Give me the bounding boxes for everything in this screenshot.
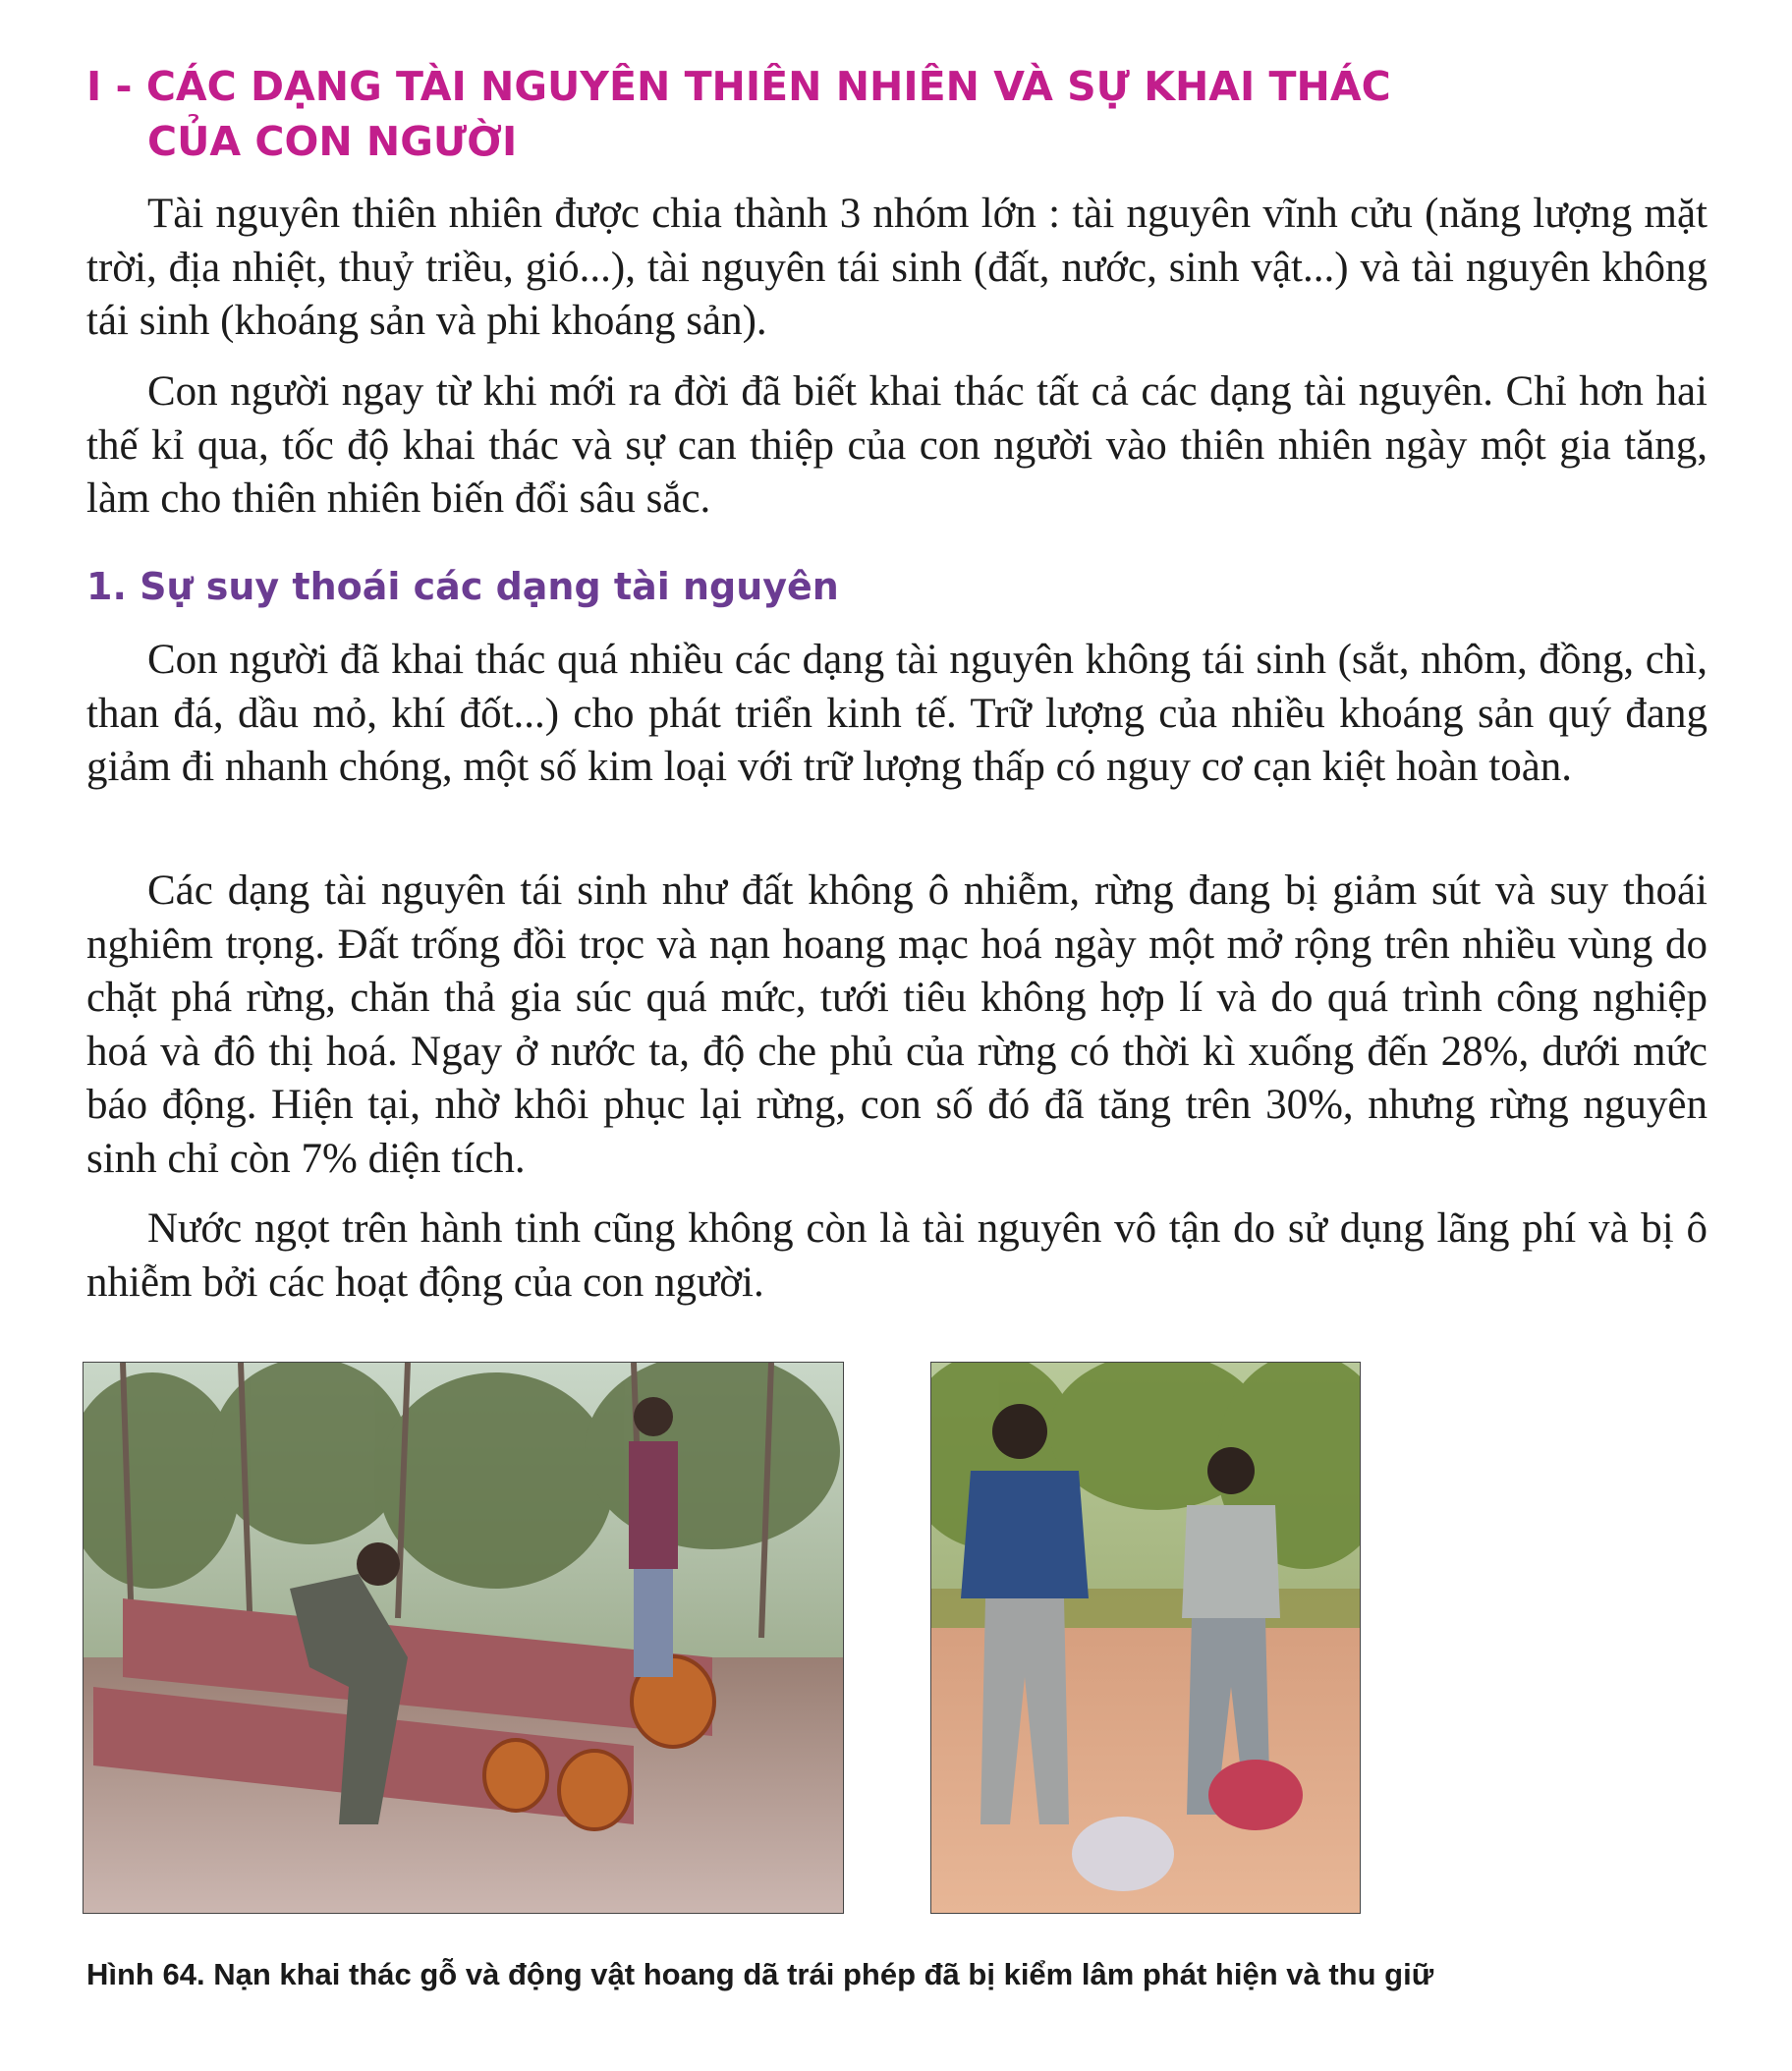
body-paragraph-2: Các dạng tài nguyên tái sinh như đất không ô nhiễm, rừng đang bị giảm sút và suy thoái nghiêm trọng. Đất trống đồi trọc và nạn hoang mạc hoá ngày một mở rộng trên nhiều vùng do chặt phá rừng, chăn thả gia súc quá mức, tưới tiêu không hợp lí và do quá trình công nghiệp hoá và đô thị hoá. Ngay ở nước ta, độ che phủ của rừng có thời kì xuống đến 28%, dưới mức báo động. Hiện tại, nhờ khôi phục lại rừng, con số đó đã tăng trên 30%, nhưng rừng nguyên sinh chỉ còn 7% diện tích. [86,868,1708,1182]
section-title-line2: CỦA CON NGƯỜI [147,118,518,165]
intro-paragraph-1: Tài nguyên thiên nhiên được chia thành 3 nhóm lớn : tài nguyên vĩnh cửu (năng lượng mặt trời, địa nhiệt, thuỷ triều, gió...), tài nguyên tái sinh (đất, nước, sinh vật...) và tài nguyên không tái sinh (khoáng sản và phi khoáng sản). [86,191,1708,344]
intro-paragraph-2: Con người ngay từ khi mới ra đời đã biết khai thác tất cả các dạng tài nguyên. Chỉ hơn hai thế kỉ qua, tốc độ khai thác và sự can thiệp của con người vào thiên nhiên ngày một gia tăng, làm cho thiên nhiên biến đổi sâu sắc. [86,368,1708,522]
figure-caption: Hình 64. Nạn khai thác gỗ và động vật hoang dã trái phép đã bị kiểm lâm phát hiện và thu giữ [86,1957,1434,1991]
body-paragraph-1: Con người đã khai thác quá nhiều các dạng tài nguyên không tái sinh (sắt, nhôm, đồng, chì, than đá, dầu mỏ, khí đốt...) cho phát triển kinh tế. Trữ lượng của nhiều khoáng sản quý đang giảm đi nhanh chóng, một số kim loại với trữ lượng thấp có nguy cơ cạn kiệt hoàn toàn. [86,637,1708,790]
section-title-line1: I - CÁC DẠNG TÀI NGUYÊN THIÊN NHIÊN VÀ SỰ KHAI THÁC [86,63,1391,110]
subsection-heading: 1. Sự suy thoái các dạng tài nguyên [86,565,839,608]
section-title [86,59,1708,169]
wildlife-seizure-photo-image [931,1363,1360,1913]
logging-photo-image [84,1363,843,1913]
wildlife-seizure-photo [930,1362,1361,1914]
logging-photo [83,1362,844,1914]
body-paragraph-3: Nước ngọt trên hành tinh cũng không còn là tài nguyên vô tận do sử dụng lãng phí và bị ô nhiễm bởi các hoạt động của con người. [86,1205,1708,1306]
